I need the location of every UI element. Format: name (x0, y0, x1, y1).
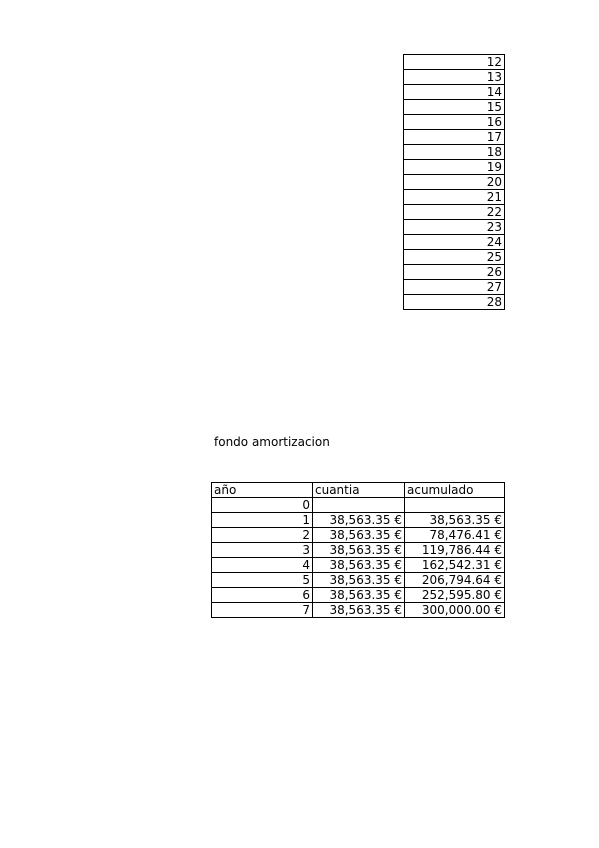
period-cell[interactable]: 28 (404, 295, 505, 310)
period-cell[interactable]: 22 (404, 205, 505, 220)
period-cell[interactable]: 21 (404, 190, 505, 205)
amount-cell[interactable] (313, 498, 405, 513)
table-row (404, 175, 505, 190)
year-cell[interactable]: 7 (212, 603, 313, 618)
accumulated-cell[interactable]: 252,595.80 € (405, 588, 505, 603)
table-row (212, 558, 505, 573)
table-row (404, 70, 505, 85)
year-cell[interactable]: 3 (212, 543, 313, 558)
period-cell[interactable]: 13 (404, 70, 505, 85)
period-cell[interactable]: 14 (404, 85, 505, 100)
table-row (404, 235, 505, 250)
table-row (404, 205, 505, 220)
table-row (212, 603, 505, 618)
table-row (404, 85, 505, 100)
table-row (404, 220, 505, 235)
year-cell[interactable]: 4 (212, 558, 313, 573)
accumulated-cell[interactable]: 119,786.44 € (405, 543, 505, 558)
amount-cell[interactable]: 38,563.35 € (313, 573, 405, 588)
accumulated-cell[interactable]: 206,794.64 € (405, 573, 505, 588)
period-number-column (403, 54, 505, 310)
period-cell[interactable]: 26 (404, 265, 505, 280)
accumulated-cell[interactable]: 38,563.35 € (405, 513, 505, 528)
year-cell[interactable]: 1 (212, 513, 313, 528)
table-row (212, 498, 505, 513)
accumulated-cell[interactable] (405, 498, 505, 513)
year-cell[interactable]: 5 (212, 573, 313, 588)
table-row (404, 160, 505, 175)
period-cell[interactable]: 20 (404, 175, 505, 190)
table-row (404, 55, 505, 70)
table-row (212, 573, 505, 588)
table-header-row (212, 483, 505, 498)
table-row (404, 280, 505, 295)
header-year[interactable]: año (212, 483, 313, 498)
year-cell[interactable]: 0 (212, 498, 313, 513)
header-accumulated[interactable]: acumulado (405, 483, 505, 498)
fund-title: fondo amortizacion (214, 435, 330, 449)
accumulated-cell[interactable]: 78,476.41 € (405, 528, 505, 543)
period-cell[interactable]: 18 (404, 145, 505, 160)
period-cell[interactable]: 25 (404, 250, 505, 265)
table-row (212, 543, 505, 558)
table-row (404, 100, 505, 115)
amount-cell[interactable]: 38,563.35 € (313, 588, 405, 603)
table-row (404, 130, 505, 145)
table-row (404, 250, 505, 265)
year-cell[interactable]: 6 (212, 588, 313, 603)
amount-cell[interactable]: 38,563.35 € (313, 543, 405, 558)
period-cell[interactable]: 17 (404, 130, 505, 145)
amortization-fund-table (211, 482, 505, 618)
accumulated-cell[interactable]: 300,000.00 € (405, 603, 505, 618)
header-amount[interactable]: cuantia (313, 483, 405, 498)
period-cell[interactable]: 23 (404, 220, 505, 235)
table-row (404, 265, 505, 280)
amount-cell[interactable]: 38,563.35 € (313, 513, 405, 528)
table-row (212, 588, 505, 603)
accumulated-cell[interactable]: 162,542.31 € (405, 558, 505, 573)
table-row (404, 295, 505, 310)
amount-cell[interactable]: 38,563.35 € (313, 558, 405, 573)
table-row (404, 145, 505, 160)
table-row (212, 513, 505, 528)
amount-cell[interactable]: 38,563.35 € (313, 528, 405, 543)
table-row (404, 115, 505, 130)
period-cell[interactable]: 27 (404, 280, 505, 295)
year-cell[interactable]: 2 (212, 528, 313, 543)
period-cell[interactable]: 19 (404, 160, 505, 175)
table-row (404, 190, 505, 205)
period-cell[interactable]: 15 (404, 100, 505, 115)
period-cell[interactable]: 16 (404, 115, 505, 130)
amount-cell[interactable]: 38,563.35 € (313, 603, 405, 618)
table-row (212, 528, 505, 543)
period-cell[interactable]: 12 (404, 55, 505, 70)
period-cell[interactable]: 24 (404, 235, 505, 250)
